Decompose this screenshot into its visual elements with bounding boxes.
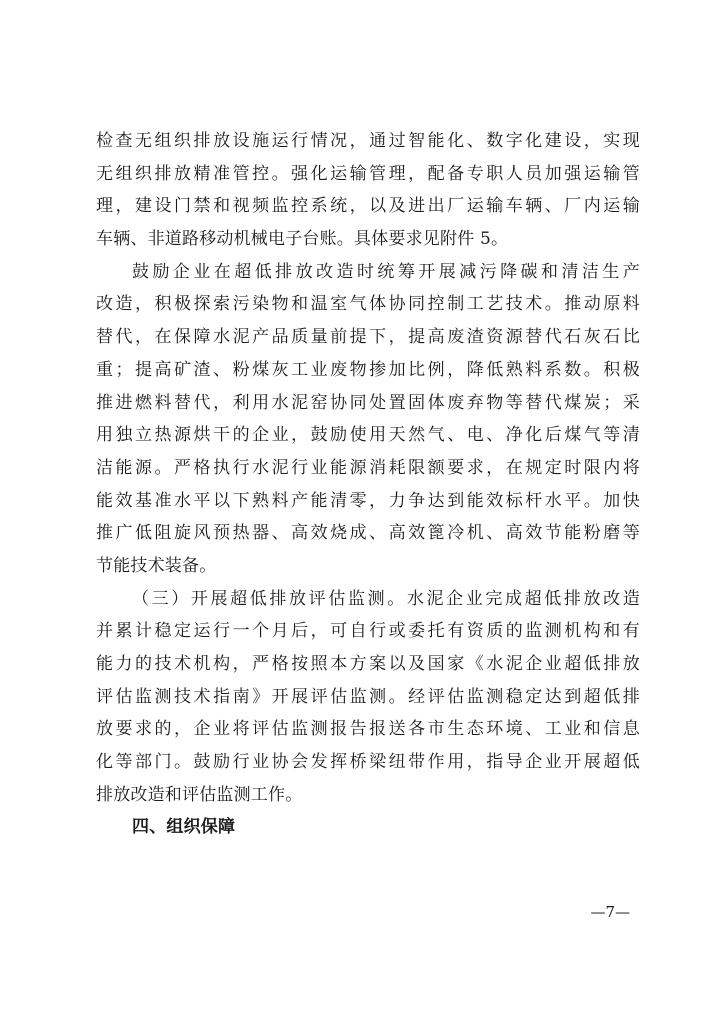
paragraph-evaluation-monitoring [96,583,640,812]
text-line: （三）开展超低排放评估监测。水泥企业完成超低排放改造 [132,588,640,609]
text-line: 能力的技术机构，严格按照本方案以及国家《水泥企业超低排放 [96,654,640,674]
text-line: 评估监测技术指南》开展评估监测。经评估监测稳定达到超低排 [96,686,640,707]
text-line: 洁能源。严格执行水泥行业能源消耗限额要求，在规定时限内将 [96,457,640,478]
text-line: 排放改造和评估监测工作。 [96,784,303,805]
text-line: 改造，积极探索污染物和温室气体协同控制工艺技术。推动原料 [96,294,640,315]
text-line: 鼓励企业在超低排放改造时统筹开展减污降碳和清洁生产 [132,261,640,282]
text-line: 无组织排放精准管控。强化运输管理，配备专职人员加强运输管 [96,163,640,184]
text-line: 并累计稳定运行一个月后，可自行或委托有资质的监测机构和有 [96,621,640,642]
text-line: 车辆、非道路移动机械电子台账。具体要求见附件 5。 [96,229,509,250]
section-heading: 四、组织保障 [132,817,236,838]
text-line: 理，建设门禁和视频监控系统，以及进出厂运输车辆、厂内运输 [96,196,640,217]
text-line: 用独立热源烘干的企业，鼓励使用天然气、电、净化后煤气等清 [96,425,640,446]
text-line: 放要求的，企业将评估监测报告报送各市生态环境、工业和信息 [96,719,640,740]
text-line: 重；提高矿渣、粉煤灰工业废物掺加比例，降低熟料系数。积极 [96,359,640,380]
text-line: 推广低阻旋风预热器、高效烧成、高效篦冷机、高效节能粉磨等 [96,523,640,544]
text-line: 能效基准水平以下熟料产能清零，力争达到能效标杆水平。加快 [96,490,640,511]
text-line: 替代，在保障水泥产品质量前提下，提高废渣资源替代石灰石比 [96,327,640,348]
text-line: 检查无组织排放设施运行情况，通过智能化、数字化建设，实现 [96,131,640,151]
text-line: 节能技术装备。 [96,555,217,576]
text-line: 推进燃料替代，利用水泥窑协同处置固体废弃物等替代煤炭；采 [96,392,640,413]
paragraph-carbon-reduction [96,256,640,583]
text-line: 化等部门。鼓励行业协会发挥桥梁纽带作用，指导企业开展超低 [96,752,640,773]
document-body [96,125,640,844]
paragraph-facility-inspection [96,125,640,256]
page-number: —7— [590,903,630,921]
